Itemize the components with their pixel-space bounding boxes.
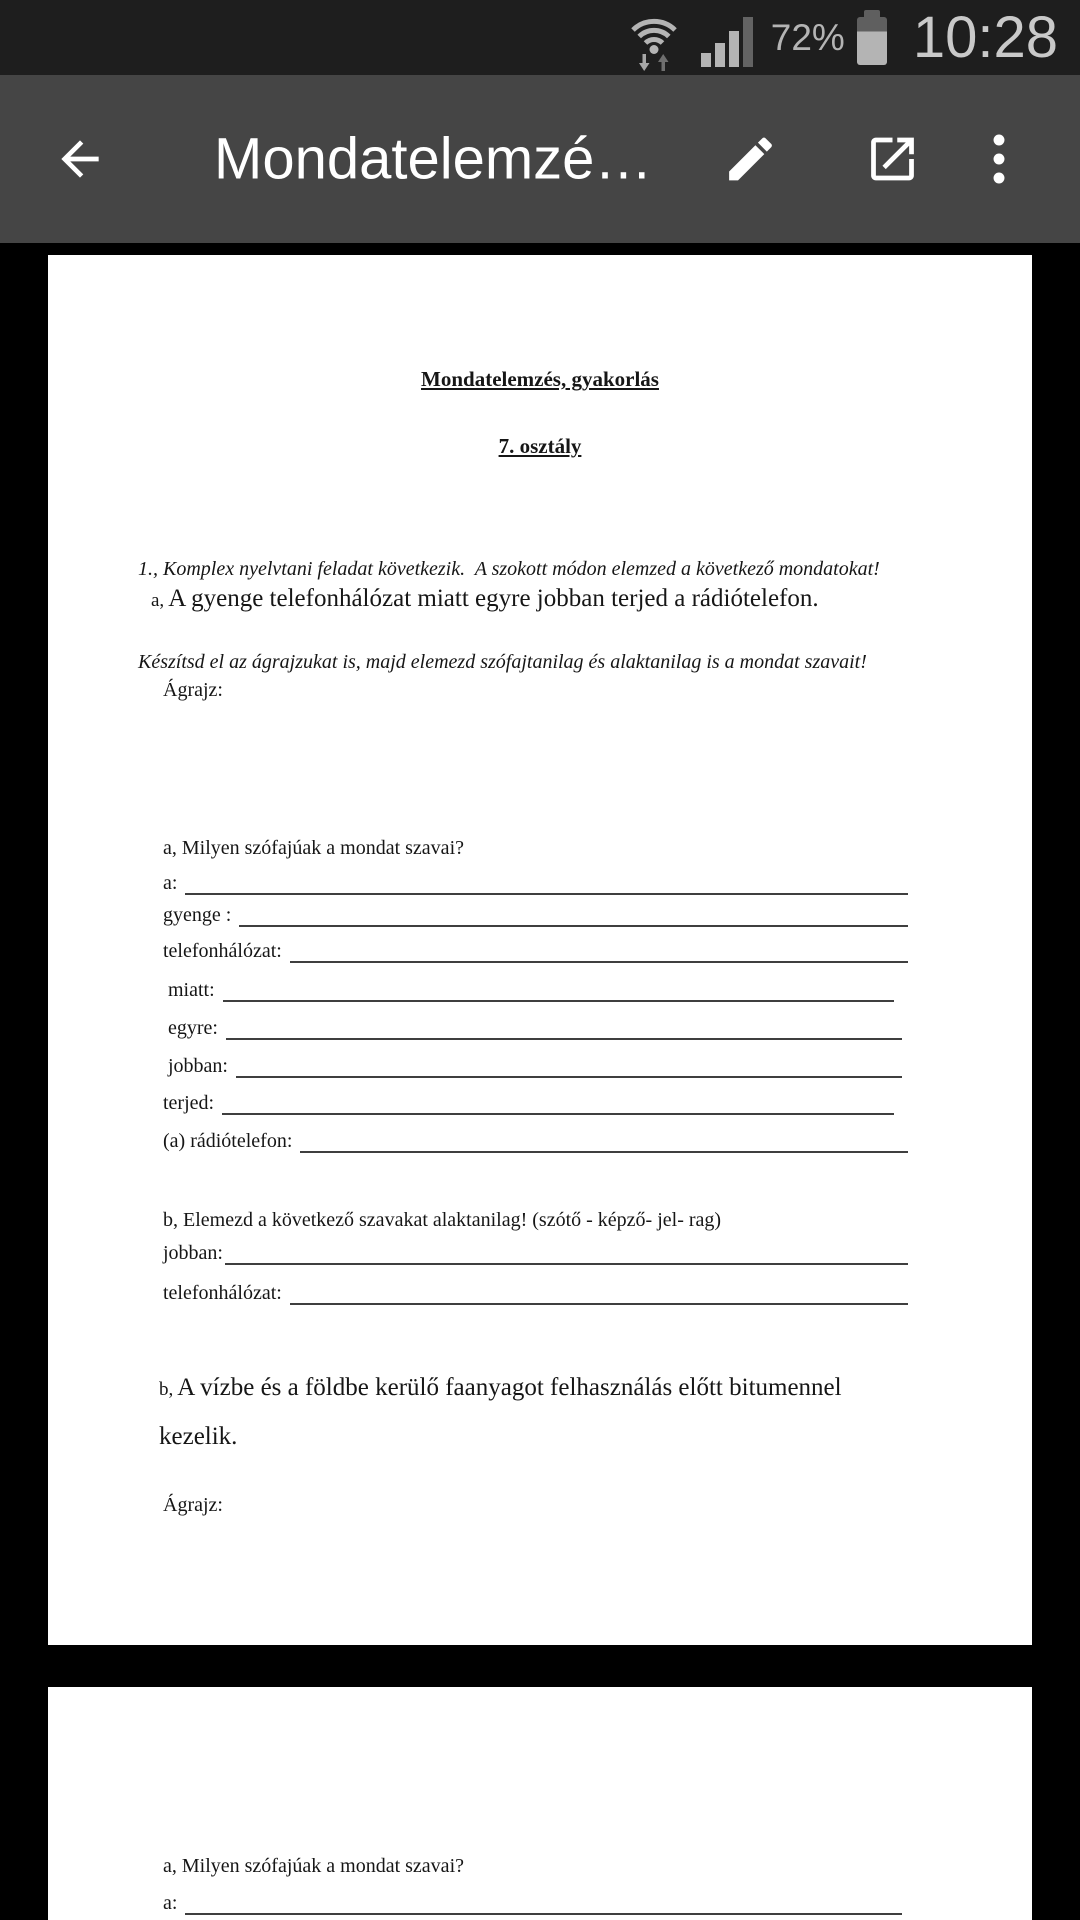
answer-blank-line <box>290 936 908 963</box>
answer-blank-line <box>290 1278 908 1305</box>
answer-blank-line <box>185 868 908 895</box>
more-vert-icon <box>988 131 1010 188</box>
back-button[interactable] <box>52 131 108 187</box>
word-label: gyenge : <box>163 904 232 926</box>
word-label: egyre: <box>163 1017 218 1039</box>
answer-blank-line <box>239 900 908 927</box>
worksheet-subtitle: 7. osztály <box>498 434 582 458</box>
answer-blank-line <box>236 1051 902 1078</box>
word-label: a: <box>163 872 178 894</box>
sentence-b <box>159 1365 842 1460</box>
answer-line-row <box>163 1278 908 1308</box>
answer-blank-line <box>223 975 894 1002</box>
app-bar <box>0 75 1080 243</box>
word-label: a: <box>163 1892 178 1914</box>
word-label: (a) rádiótelefon: <box>163 1130 293 1152</box>
document-page-1 <box>48 255 1032 1645</box>
sentence-b-prefix: b, <box>159 1379 174 1400</box>
answer-blank-line <box>185 1888 902 1915</box>
answer-line-row <box>163 900 908 930</box>
document-scroll-area[interactable] <box>0 243 1080 1920</box>
answer-line-row <box>163 936 908 966</box>
answer-line-row <box>163 1238 908 1268</box>
instructions-line-2: Készítsd el az ágrajzukat is, majd elemezd szófajtanilag és alaktanilag is a mondat szavait! <box>138 651 867 673</box>
answer-line-row <box>163 1088 894 1118</box>
question-a-page2: a, Milyen szófajúak a mondat szavai? <box>163 1855 464 1877</box>
clock-label: 10:28 <box>912 5 1058 70</box>
sentence-b-text-1: A vízbe és a földbe kerülő faanyagot felhasználás előtt bitumennel <box>177 1374 842 1401</box>
word-label: telefonhálózat: <box>163 1282 282 1304</box>
app-bar-title: Mondatelemzé… <box>214 126 653 192</box>
tree-diagram-label: Ágrajz: <box>163 679 223 701</box>
edit-button[interactable] <box>722 131 779 188</box>
tree-diagram-label-2: Ágrajz: <box>163 1494 223 1516</box>
answer-blank-line <box>300 1126 908 1153</box>
answer-line-row <box>163 1126 908 1156</box>
worksheet-title: Mondatelemzés, gyakorlás <box>421 367 659 391</box>
open-in-new-icon <box>864 131 921 188</box>
signal-strength-icon <box>701 15 755 67</box>
answer-line-row <box>163 868 908 898</box>
word-label: jobban: <box>163 1055 228 1077</box>
answer-blank-line <box>222 1088 894 1115</box>
answer-blank-line <box>225 1238 908 1265</box>
answer-line-row <box>163 1888 902 1918</box>
open-in-new-button[interactable] <box>864 131 921 188</box>
word-label: miatt: <box>163 979 215 1001</box>
task-instructions <box>138 492 880 740</box>
sentence-b-text-2: kezelik. <box>159 1423 238 1450</box>
sentence-a <box>151 585 819 613</box>
battery-icon <box>857 17 887 65</box>
section-b-heading: b, Elemezd a következő szavakat alaktanilag! (szótő - képző- jel- rag) <box>163 1209 722 1231</box>
status-bar <box>0 0 1080 75</box>
instructions-line-1: 1., Komplex nyelvtani feladat következik. A szokott módon elemzed a következő mondatokat! <box>138 558 880 580</box>
question-a: a, Milyen szófajúak a mondat szavai? <box>163 837 464 859</box>
word-label: terjed: <box>163 1092 215 1114</box>
answer-line-row <box>163 1051 902 1081</box>
answer-line-row <box>163 1013 902 1043</box>
sentence-b-line-1 <box>159 1365 842 1414</box>
arrow-back-icon <box>52 131 108 187</box>
word-label: jobban: <box>163 1242 223 1264</box>
sentence-a-text: A gyenge telefonhálózat miatt egyre jobban terjed a rádiótelefon. <box>168 585 819 612</box>
word-label: telefonhálózat: <box>163 940 282 962</box>
answer-blank-line <box>226 1013 902 1040</box>
sentence-a-prefix: a, <box>151 590 165 611</box>
document-page-2 <box>48 1687 1032 1920</box>
overflow-menu-button[interactable] <box>988 131 1010 188</box>
battery-percent-label: 72% <box>770 16 845 58</box>
pencil-icon <box>722 131 779 188</box>
answer-line-row <box>163 975 894 1005</box>
wifi-data-icon <box>631 13 677 71</box>
